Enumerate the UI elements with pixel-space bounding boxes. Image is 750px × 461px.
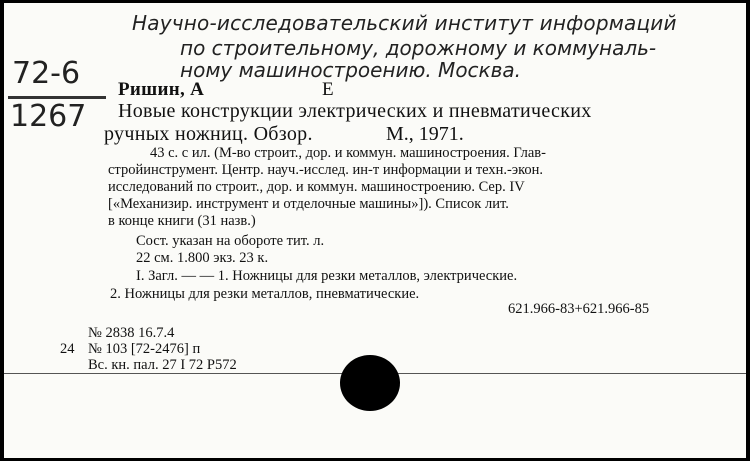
registration-prefix: 24 xyxy=(60,341,75,357)
handwritten-code-top: 72-6 xyxy=(12,56,81,91)
title-line2: ручных ножниц. Обзор. xyxy=(104,123,313,145)
handwritten-code-bottom: 1267 xyxy=(10,99,87,134)
udc-code: 621.966-83+621.966-85 xyxy=(508,301,650,317)
handwritten-institute-line1: Научно-исследовательский институт информаций xyxy=(132,11,677,35)
catalog-card xyxy=(4,3,746,458)
format-note: 22 см. 1.800 экз. 23 к. xyxy=(136,250,269,266)
registration-line2: № 103 [72-2476] п xyxy=(88,341,201,357)
punch-hole xyxy=(340,355,400,411)
compiler-note: Сост. указан на обороте тит. л. xyxy=(136,233,325,249)
handwritten-institute-line3: ному машиностроению. Москва. xyxy=(180,58,522,82)
handwritten-institute-line2: по строительному, дорожному и коммуналь- xyxy=(180,36,657,60)
registration-line3: Вс. кн. пал. 27 I 72 Р572 xyxy=(88,357,237,373)
subjects-line1: I. Загл. — — 1. Ножницы для резки металлов, электрические. xyxy=(136,268,518,284)
description-line3: исследований по строит., дор. и коммун. машиностроению. Сер. IV xyxy=(108,179,525,195)
place-year: М., 1971. xyxy=(386,123,464,145)
description-line4: [«Механизир. инструмент и отделочные машины»]). Список лит. xyxy=(108,196,509,212)
index-letter: Е xyxy=(322,79,334,100)
registration-line1: № 2838 16.7.4 xyxy=(88,325,175,341)
subjects-line2: 2. Ножницы для резки металлов, пневматические. xyxy=(110,286,420,302)
author: Ришин, А xyxy=(118,79,205,100)
title-line1: Новые конструкции электрических и пневматических xyxy=(118,100,592,122)
description-line1: 43 с. с ил. (М-во строит., дор. и коммун. машиностроения. Глав- xyxy=(150,145,546,161)
description-line2: стройинструмент. Центр. науч.-исслед. ин-т информации и техн.-экон. xyxy=(108,162,544,178)
description-line5: в конце книги (31 назв.) xyxy=(108,213,256,229)
